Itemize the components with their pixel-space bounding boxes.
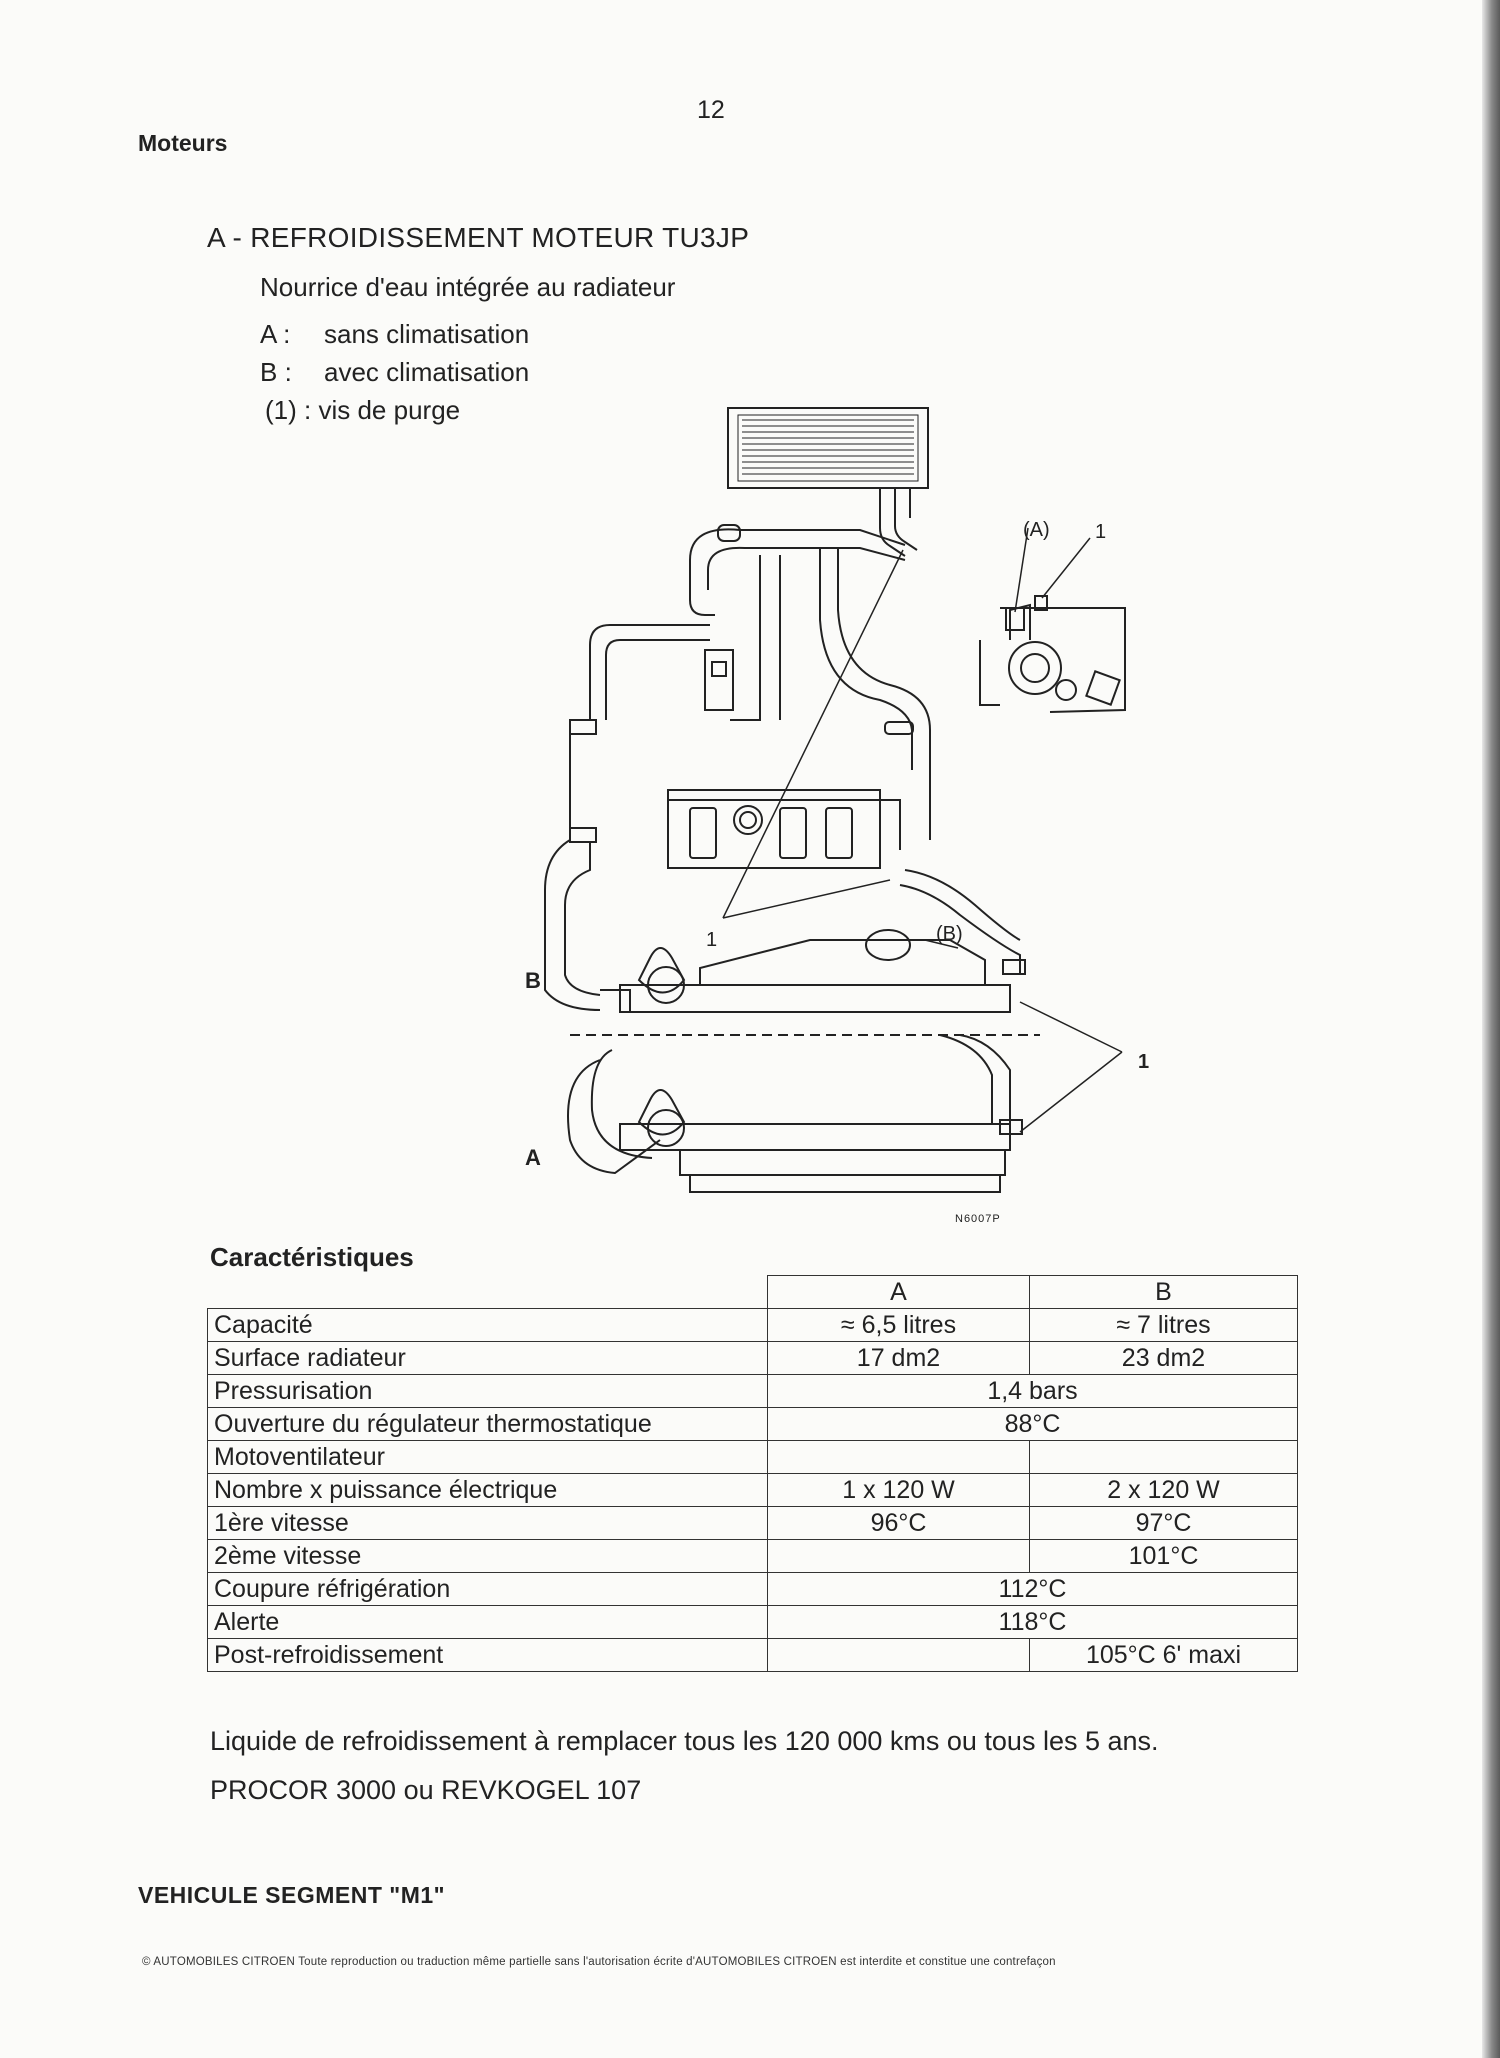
diagram-label-a: A [525,1145,541,1170]
leader-lines [723,528,1122,1132]
replacement-note: Liquide de refroidissement à remplacer tous les 120 000 kms ou tous les 5 ans. [210,1726,1159,1756]
legend-item-a [260,319,529,350]
table-row [208,1573,1298,1606]
section-title: Moteurs [138,130,228,156]
cell-b: ≈ 7 litres [1030,1309,1298,1342]
products-note: PROCOR 3000 ou REVKOGEL 107 [210,1775,642,1805]
table-row [208,1606,1298,1639]
cell-both: 88°C [768,1408,1298,1441]
row-label: Coupure réfrigération [208,1573,768,1606]
table-row [208,1375,1298,1408]
characteristics-table [207,1275,1298,1672]
legend-text: sans climatisation [324,319,530,349]
row-label: Pressurisation [208,1375,768,1408]
cell-a: 96°C [768,1507,1030,1540]
row-label: Surface radiateur [208,1342,768,1375]
radiator-a-drawing [568,1035,1022,1192]
copyright-notice: © AUTOMOBILES CITROEN Toute reproduction ou traduction même partielle sans l'autorisation écrite d'AUTOMOBILES CITROEN est interdite et constitue une contrefaçon [142,1956,1056,1968]
footer-segment: VEHICULE SEGMENT "M1" [138,1882,446,1908]
cell-a: ≈ 6,5 litres [768,1309,1030,1342]
table-row [208,1342,1298,1375]
cell-b: 97°C [1030,1507,1298,1540]
legend-text: avec climatisation [324,357,530,387]
cell-a: 17 dm2 [768,1342,1030,1375]
subtitle: Nourrice d'eau intégrée au radiateur [260,272,676,302]
diagram-label-b: B [525,968,541,993]
table-row [208,1540,1298,1573]
table-row [208,1408,1298,1441]
cell-b [1030,1441,1298,1474]
cell-a [768,1540,1030,1573]
page-number: 12 [697,96,725,124]
column-header-a: A [768,1276,1030,1309]
table-header-row [208,1276,1298,1309]
diagram-label-1-mid: 1 [706,929,718,951]
legend-item-b [260,357,529,388]
cell-b: 105°C 6' maxi [1030,1639,1298,1672]
row-label: Nombre x puissance électrique [208,1474,768,1507]
row-label: 1ère vitesse [208,1507,768,1540]
table-row [208,1441,1298,1474]
row-label: Ouverture du régulateur thermostatique [208,1408,768,1441]
cell-b: 23 dm2 [1030,1342,1298,1375]
left-hose-drawing [545,625,733,1010]
legend-key: (1) : [265,395,312,425]
column-header-b: B [1030,1276,1298,1309]
diagram-label-1-right: 1 [1138,1051,1150,1073]
diagram-ref-code: N6007P [955,1213,1001,1225]
table-row [208,1309,1298,1342]
diagram-label-a-inset: (A) [1023,519,1050,541]
row-label: Capacité [208,1309,768,1342]
diagram-label-b-paren: (B) [936,923,963,945]
cell-both: 112°C [768,1573,1298,1606]
cell-a [768,1441,1030,1474]
legend-key: A : [260,319,291,349]
cell-a: 1 x 120 W [768,1474,1030,1507]
row-label: Alerte [208,1606,768,1639]
table-row [208,1639,1298,1672]
engine-block-drawing [668,790,900,868]
inset-detail-drawing [980,596,1125,712]
characteristics-title: Caractéristiques [210,1242,414,1272]
legend-item-purge [265,395,460,426]
heater-core-drawing [728,408,928,556]
scan-page-edge [1482,0,1500,2058]
table-row [208,1474,1298,1507]
row-label: Motoventilateur [208,1441,768,1474]
cell-b: 101°C [1030,1540,1298,1573]
upper-hoses-drawing [690,525,930,840]
diagram-label-1-inset: 1 [1095,521,1107,543]
cell-b: 2 x 120 W [1030,1474,1298,1507]
cooling-circuit-diagram [510,395,1150,1230]
row-label: Post-refroidissement [208,1639,768,1672]
table-row [208,1507,1298,1540]
row-label: 2ème vitesse [208,1540,768,1573]
cell-both: 1,4 bars [768,1375,1298,1408]
page-heading: A - REFROIDISSEMENT MOTEUR TU3JP [207,222,750,253]
cell-both: 118°C [768,1606,1298,1639]
cell-a [768,1639,1030,1672]
legend-key: B : [260,357,292,387]
legend-text: vis de purge [318,395,461,425]
table-header-blank [208,1276,768,1309]
